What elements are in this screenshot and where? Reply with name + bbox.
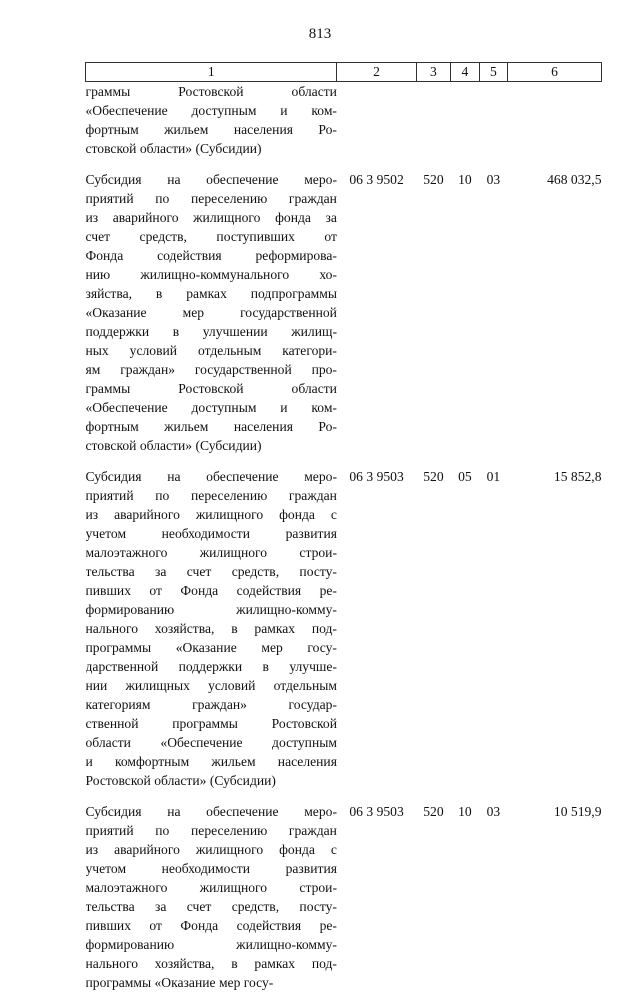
row-description <box>86 82 337 159</box>
row-amount <box>508 82 602 159</box>
row-section: 10 <box>451 802 479 992</box>
row-amount: 468 032,5 <box>508 170 602 455</box>
description-line: нального хозяйства, в рамках под- <box>86 619 337 638</box>
description-line: зяйства, в рамках подпрограммы <box>86 284 337 303</box>
description-line: граммы Ростовской области <box>86 379 337 398</box>
page-number: 813 <box>0 26 640 43</box>
row-target-code: 06 3 9502 <box>337 170 416 455</box>
description-line: Субсидия на обеспечение меро- <box>86 467 337 486</box>
description-line: Субсидия на обеспечение меро- <box>86 802 337 821</box>
row-section <box>451 82 479 159</box>
description-line: фортным жильем населения Ро- <box>86 417 337 436</box>
description-line: учетом необходимости развития <box>86 524 337 543</box>
description-line: ям граждан» государственной про- <box>86 360 337 379</box>
table-body <box>86 82 602 992</box>
row-spacer-cell <box>86 790 602 802</box>
row-section: 10 <box>451 170 479 455</box>
description-line: приятий по переселению граждан <box>86 486 337 505</box>
description-line: граммы Ростовской области <box>86 82 337 101</box>
description-line: «Обеспечение доступным и ком- <box>86 101 337 120</box>
col-header-4: 4 <box>451 63 479 82</box>
row-amount: 10 519,9 <box>508 802 602 992</box>
description-line: нии жилищных условий отдельным <box>86 676 337 695</box>
description-line: Субсидия на обеспечение меро- <box>86 170 337 189</box>
row-spacer-cell <box>86 158 602 170</box>
description-line: программы «Оказание мер госу- <box>86 638 337 657</box>
description-line: категориям граждан» государ- <box>86 695 337 714</box>
description-line: из аварийного жилищного фонда за <box>86 208 337 227</box>
description-line: стовской области» (Субсидии) <box>86 139 337 158</box>
description-line: «Оказание мер государственной <box>86 303 337 322</box>
row-subsection: 01 <box>479 467 507 790</box>
row-subsection <box>479 82 507 159</box>
description-line: малоэтажного жилищного строи- <box>86 878 337 897</box>
description-line: тельства за счет средств, посту- <box>86 897 337 916</box>
description-line: «Обеспечение доступным и ком- <box>86 398 337 417</box>
description-line: счет средств, поступивших от <box>86 227 337 246</box>
description-line: нию жилищно-коммунального хо- <box>86 265 337 284</box>
table-row <box>86 467 602 790</box>
description-line: из аварийного жилищного фонда с <box>86 840 337 859</box>
header-row <box>86 63 602 82</box>
description-line: поддержки в улучшении жилищ- <box>86 322 337 341</box>
row-spacer <box>86 158 602 170</box>
row-expense-group: 520 <box>416 170 451 455</box>
description-line: пивших от Фонда содействия ре- <box>86 916 337 935</box>
row-expense-group: 520 <box>416 802 451 992</box>
col-header-5: 5 <box>479 63 507 82</box>
row-section: 05 <box>451 467 479 790</box>
row-amount: 15 852,8 <box>508 467 602 790</box>
row-target-code: 06 3 9503 <box>337 467 416 790</box>
col-header-3: 3 <box>416 63 451 82</box>
budget-table <box>85 62 602 992</box>
row-subsection: 03 <box>479 802 507 992</box>
row-expense-group: 520 <box>416 467 451 790</box>
description-line: малоэтажного жилищного строи- <box>86 543 337 562</box>
row-description <box>86 467 337 790</box>
col-header-2: 2 <box>337 63 416 82</box>
col-header-1: 1 <box>86 63 337 82</box>
row-description <box>86 802 337 992</box>
description-line: формированию жилищно-комму- <box>86 935 337 954</box>
row-spacer-cell <box>86 455 602 467</box>
table-row <box>86 82 602 159</box>
description-line: приятий по переселению граждан <box>86 821 337 840</box>
row-description <box>86 170 337 455</box>
description-line: учетом необходимости развития <box>86 859 337 878</box>
row-expense-group <box>416 82 451 159</box>
description-line: области «Обеспечение доступным <box>86 733 337 752</box>
row-spacer <box>86 790 602 802</box>
description-line: стовской области» (Субсидии) <box>86 436 337 455</box>
description-line: Фонда содействия реформирова- <box>86 246 337 265</box>
description-line: из аварийного жилищного фонда с <box>86 505 337 524</box>
description-line: ственной программы Ростовской <box>86 714 337 733</box>
description-line: Ростовской области» (Субсидии) <box>86 771 337 790</box>
description-line: формированию жилищно-комму- <box>86 600 337 619</box>
description-line: программы «Оказание мер госу- <box>86 973 337 992</box>
description-line: и комфортным жильем населения <box>86 752 337 771</box>
description-line: дарственной поддержки в улучше- <box>86 657 337 676</box>
description-line: ных условий отдельным категори- <box>86 341 337 360</box>
table-row <box>86 802 602 992</box>
row-subsection: 03 <box>479 170 507 455</box>
description-line: нального хозяйства, в рамках под- <box>86 954 337 973</box>
table-row <box>86 170 602 455</box>
row-target-code: 06 3 9503 <box>337 802 416 992</box>
col-header-6: 6 <box>508 63 602 82</box>
description-line: приятий по переселению граждан <box>86 189 337 208</box>
description-line: фортным жильем населения Ро- <box>86 120 337 139</box>
description-line: тельства за счет средств, посту- <box>86 562 337 581</box>
row-target-code <box>337 82 416 159</box>
row-spacer <box>86 455 602 467</box>
description-line: пивших от Фонда содействия ре- <box>86 581 337 600</box>
